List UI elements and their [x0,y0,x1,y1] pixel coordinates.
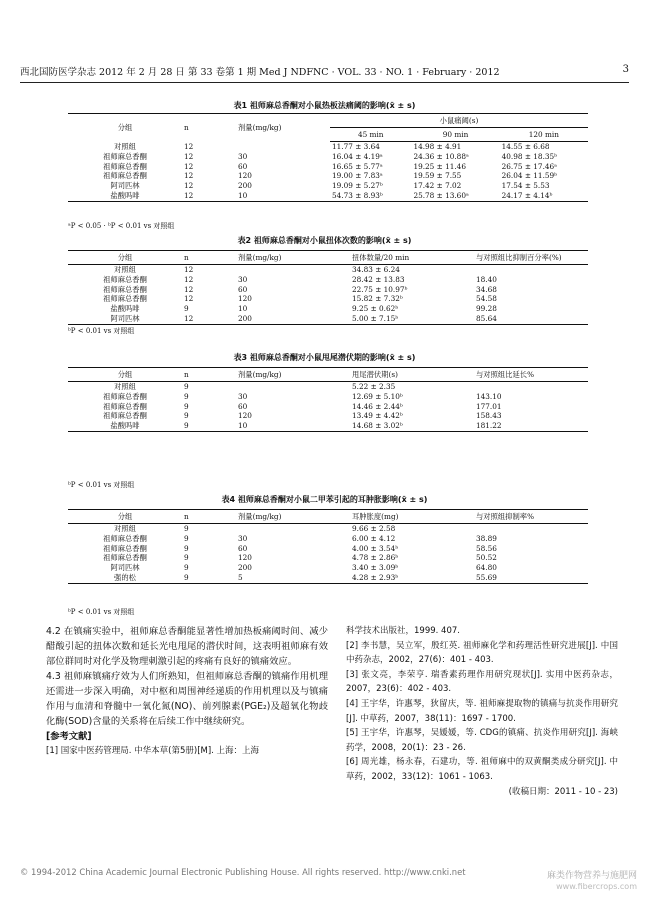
table1-cell-d: 30 [238,151,248,161]
table4-cell-n: 9 [184,524,189,533]
table3-row [68,421,588,431]
table3-head-group: 分组 [68,368,182,382]
table4-cell-d: 30 [238,533,248,543]
table2-caption: 表2 祖师麻总香酮对小鼠扭体次数的影响(x̄ ± s) [237,236,412,245]
references-title: [参考文献] [46,731,92,742]
table4-cell-d: 5 [236,573,350,583]
table3-cell-g: 盐酸吗啡 [68,421,182,431]
table4-cell-g: 阿司匹林 [110,563,140,573]
table3-cell-v: 5.22 ± 2.35 [352,382,396,391]
table3-head-value: 甩尾潜伏期(s) [350,368,474,382]
table1-cell-n: 12 [184,161,194,171]
table3-cell-v: 13.49 ± 4.42ᵇ [352,411,403,421]
table2-cell-n: 9 [184,304,189,314]
left-column [46,624,328,759]
table1-cell-b: 17.42 ± 7.02 [413,181,462,191]
table4-head-value: 耳肿胀度(mg) [350,510,474,524]
table2-cell-n: 12 [184,274,194,284]
table1-cell-c: 14.55 ± 6.68 [501,142,550,151]
table2-cell-g: 祖师麻总香酮 [103,274,147,284]
table1-cell-a: 16.65 ± 5.77ᵃ [332,161,383,171]
table1-cell-g: 阿司匹林 [110,181,140,191]
table1-cell-n: 12 [184,181,194,191]
table3-cell-d: 10 [236,421,350,431]
table1-cell-g: 祖师麻总香酮 [103,161,147,171]
table3-cell-v: 14.46 ± 2.44ᵇ [352,401,403,411]
table3-cell-r: 158.43 [476,411,502,421]
table3-cell-g: 祖师麻总香酮 [103,401,147,411]
table4-cell-g: 祖师麻总香酮 [103,533,147,543]
table2-row [68,314,588,324]
table3-cell-r [474,382,588,392]
table4-cell-n: 9 [184,553,189,563]
table1-footnote: ᵃP < 0.05 · ᵇP < 0.01 vs 对照组 [68,222,175,230]
table1-cell-d: 10 [236,191,330,201]
table4-cell-d: 120 [238,553,252,563]
table2-head-n: n [182,251,236,265]
table1-cell-n: 12 [182,191,236,201]
table1-cell-b: 14.98 ± 4.91 [413,142,462,151]
table2-row [68,285,588,295]
table2-head-rate: 与对照组比抑制百分率(%) [474,251,588,265]
table4-row [68,524,588,534]
reference-2: [2] 李书慧，吴立军，殷红英. 祖师麻化学和药理活性研究进展[J]. 中国中药杂志，2002，27(6)：401 - 403. [346,640,618,666]
table1-cell-d [236,142,330,152]
table1-cell-a: 16.04 ± 4.19ᵃ [332,151,383,161]
table3-row [68,411,588,421]
table2-cell-n: 12 [182,314,236,324]
reference-6: [6] 周光雄，杨永春，石建功，等. 祖师麻中的双黄酮类成分研究[J]. 中草药，2002，33(12)：1061 - 1063. [346,757,618,782]
table2-cell-v: 22.75 ± 10.97ᵇ [352,284,408,294]
table2-cell-g: 祖师麻总香酮 [103,284,147,294]
table1-cell-d: 120 [238,171,252,181]
table4-cell-r: 58.56 [476,543,497,553]
table4-row [68,573,588,583]
table2-row [68,275,588,285]
table1-cell-a: 54.73 ± 8.93ᵇ [330,191,411,201]
table3-cell-n: 9 [184,401,189,411]
copyright-footer: © 1994-2012 China Academic Journal Electronic Publishing House. All rights reserved. http://www.cnki.net [20,867,466,877]
table3-cell-r: 177.01 [476,401,502,411]
table4-cell-n: 9 [184,563,189,573]
table2-cell-v: 28.42 ± 13.83 [352,274,405,284]
table2-cell-n: 12 [184,294,194,304]
table3 [68,367,588,432]
table2-head-group: 分组 [68,251,182,265]
table3-cell-n: 9 [184,411,189,421]
table4-cell-v: 9.66 ± 2.58 [352,524,396,533]
table2-cell-r: 18.40 [476,274,497,284]
table1-cell-c: 24.17 ± 4.14ᵇ [500,191,588,201]
table4-cell-v: 3.40 ± 3.09ᵇ [352,563,399,573]
table1-cell-n: 12 [184,141,194,151]
table4-cell-g: 对照组 [114,524,136,533]
watermark-title: 麻类作物营养与施肥网 [546,871,637,881]
table2-cell-r: 85.64 [474,314,588,324]
table4-cell-v: 6.00 ± 4.12 [352,533,396,543]
table4-cell-g: 祖师麻总香酮 [103,553,147,563]
table4-cell-n: 9 [184,543,189,553]
table4-cell-r [474,524,588,534]
table1 [68,113,588,202]
table1-cell-c: 26.04 ± 11.59ᵇ [501,171,558,181]
table2-cell-v: 9.25 ± 0.62ᵇ [352,304,399,314]
table3-cell-d: 60 [238,401,248,411]
table1-cell-g: 祖师麻总香酮 [103,151,147,161]
table4-cell-d: 60 [238,543,248,553]
table1-row [68,171,588,181]
table2-row [68,265,588,275]
table4-cell-r: 64.80 [476,563,497,573]
header-rule [20,82,629,83]
table3-head-dose: 剂量(mg/kg) [236,368,350,382]
table3-cell-g: 对照组 [114,382,136,391]
table3-cell-d: 30 [238,391,248,401]
table1-cell-b: 19.25 ± 11.46 [413,161,466,171]
table1-cell-b: 19.59 ± 7.55 [413,171,462,181]
reference-5: [5] 王宇华，许惠琴，吴媛媛，等. CDG的镇痛、抗炎作用研究[J]. 海峡药学，2008，20(1)：23 - 26. [346,728,618,753]
table2-row [68,294,588,304]
table4 [68,509,588,584]
received-date: (收稿日期：2011 - 10 - 23) [508,786,618,797]
table4-cell-n: 9 [182,573,236,583]
table2-cell-d: 200 [236,314,350,324]
table3-cell-r: 143.10 [476,391,502,401]
table2-cell-n: 12 [184,265,194,274]
table2-footnote: ᵇP < 0.01 vs 对照组 [68,327,135,335]
table3-cell-g: 祖师麻总香酮 [103,391,147,401]
table3-cell-d [236,382,350,392]
table4-cell-v: 4.00 ± 3.54ᵇ [352,543,399,553]
table1-cell-a: 11.77 ± 3.64 [332,142,380,151]
paragraph-4-2: 4.2 在镇痛实验中，祖师麻总香酮能显著性增加热板痛阈时间、减少醋酸引起的扭体次数和延长光电甩尾的潜伏时间，这表明祖师麻有效部位群同时对化学及物理刺激引起的疼痛有良好的镇痛效应。 [46,626,328,667]
table1-cell-d: 60 [238,161,248,171]
watermark-url: www.fibercrops.com [556,882,637,891]
table1-caption: 表1 祖师麻总香酮对小鼠热板法痛阈的影响(x̄ ± s) [233,101,416,110]
table2-cell-v: 5.00 ± 7.15ᵇ [350,314,474,324]
table4-cell-r: 38.89 [476,533,497,543]
table1-head-span: 小鼠痛阈(s) [330,114,588,128]
table1-head-dose: 剂量(mg/kg) [236,114,330,142]
table1-row [68,181,588,191]
table4-head-n: n [182,510,236,524]
journal-header: 西北国防医学杂志 2012 年 2 月 28 日 第 33 卷第 1 期 Med J NDFNC · VOL. 33 · NO. 1 · February · 2012 [20,67,500,78]
paragraph-4-3: 4.3 祖师麻镇痛疗效为人们所熟知，但祖师麻总香酮的镇痛作用机理还需进一步深入明确，对中枢和周围神经递质的作用机理以及与镇痛作用与血清和脊髓中一氧化氮(NO)、前列腺素(PGE₂)及超氧化物歧化酶(SOD)含量的关系将在后续工作中继续研究。 [46,671,328,727]
table2-cell-g: 阿司匹林 [68,314,182,324]
table2-cell-r: 99.28 [476,304,497,314]
table4-cell-r: 55.69 [474,573,588,583]
table3-cell-n: 9 [182,421,236,431]
table2-cell-v: 15.82 ± 7.32ᵇ [352,294,403,304]
table2-head-value: 扭体数量/20 min [350,251,474,265]
table2-cell-d [236,265,350,275]
table2-cell-d: 30 [238,274,248,284]
table1-row [68,152,588,162]
table3-cell-n: 9 [184,382,189,391]
table2-cell-v: 34.83 ± 6.24 [352,265,400,274]
table4-row [68,563,588,573]
table4-cell-v: 4.78 ± 2.86ᵇ [352,553,399,563]
table2-cell-r: 54.58 [476,294,497,304]
table3-caption: 表3 祖师麻总香酮对小鼠甩尾潜伏期的影响(x̄ ± s) [233,353,416,362]
table3-cell-d: 120 [238,411,252,421]
table4-head-rate: 与对照组抑制率% [474,510,588,524]
right-column [346,624,618,799]
table3-row [68,402,588,412]
table1-cell-a: 19.00 ± 7.83ᵃ [332,171,383,181]
table2-cell-n: 12 [184,284,194,294]
table3-head-n: n [182,368,236,382]
table1-cell-c: 40.98 ± 18.35ᵇ [501,151,558,161]
table4-cell-v: 4.28 ± 2.93ᵇ [350,573,474,583]
table2-cell-r [474,265,588,275]
table1-cell-d: 200 [238,181,252,191]
table1-cell-g: 对照组 [114,141,136,151]
table2 [68,250,588,325]
table4-footnote: ᵇP < 0.01 vs 对照组 [68,608,135,616]
table3-row [68,382,588,392]
table4-row [68,553,588,563]
table3-head-rate: 与对照组比延长% [474,368,588,382]
table2-cell-g: 对照组 [114,265,136,274]
table1-cell-g: 祖师麻总香酮 [103,171,147,181]
table3-cell-v: 12.69 ± 5.10ᵇ [352,391,403,401]
table4-row [68,544,588,554]
table3-row [68,392,588,402]
page-number: 3 [622,64,629,75]
table1-cell-c: 26.75 ± 17.46ᵃ [501,161,557,171]
table4-cell-n: 9 [184,533,189,543]
table1-cell-b: 25.78 ± 13.60ᵃ [411,191,499,201]
table4-caption: 表4 祖师麻总香酮对小鼠二甲苯引起的耳肿胀影响(x̄ ± s) [221,495,428,504]
table1-cell-g: 盐酸吗啡 [68,191,182,201]
table3-cell-g: 祖师麻总香酮 [103,411,147,421]
table1-head-t2: 90 min [411,128,499,142]
table2-row [68,304,588,314]
reference-4: [4] 王宇华，许惠琴，狄留庆，等. 祖师麻提取物的镇痛与抗炎作用研究[J]. 中草药，2007，38(11)：1697 - 1700. [346,698,618,724]
table3-cell-v: 14.68 ± 3.02ᵇ [350,421,474,431]
table1-row [68,191,588,201]
table4-head-dose: 剂量(mg/kg) [236,510,350,524]
table1-head-group: 分组 [68,114,182,142]
table1-cell-a: 19.09 ± 5.27ᵇ [332,181,383,191]
table1-cell-b: 24.36 ± 10.88ᵃ [413,151,469,161]
table1-head-n: n [182,114,236,142]
table2-cell-g: 盐酸吗啡 [110,304,140,314]
table1-cell-n: 12 [184,171,194,181]
reference-1: [1] 国家中医药管理局. 中华本草(第5册)[M]. 上海：上海 [46,746,260,756]
table1-cell-c: 17.54 ± 5.53 [501,181,550,191]
table4-head-group: 分组 [68,510,182,524]
table1-head-t1: 45 min [330,128,411,142]
table4-cell-g: 强的松 [68,573,182,583]
table1-row [68,162,588,172]
table4-cell-d [236,524,350,534]
table3-cell-r: 181.22 [474,421,588,431]
table4-cell-d: 200 [238,563,252,573]
table2-cell-d: 10 [238,304,248,314]
table1-row [68,142,588,152]
reference-3: [3] 张文亮，李荣亨. 瑞香素药理作用研究现状[J]. 实用中医药杂志，2007，23(6)：402 - 403. [346,669,618,695]
table2-cell-g: 祖师麻总香酮 [103,294,147,304]
table1-cell-n: 12 [184,151,194,161]
table2-cell-d: 60 [238,284,248,294]
table4-row [68,534,588,544]
table3-footnote: ᵇP < 0.01 vs 对照组 [68,481,135,489]
table2-cell-d: 120 [238,294,252,304]
table4-cell-r: 50.52 [476,553,497,563]
table1-head-t3: 120 min [500,128,588,142]
table3-cell-n: 9 [184,391,189,401]
table2-head-dose: 剂量(mg/kg) [236,251,350,265]
table4-cell-g: 祖师麻总香酮 [103,543,147,553]
table2-cell-r: 34.68 [476,284,497,294]
reference-1-cont: 科学技术出版社，1999. 407. [346,626,460,636]
